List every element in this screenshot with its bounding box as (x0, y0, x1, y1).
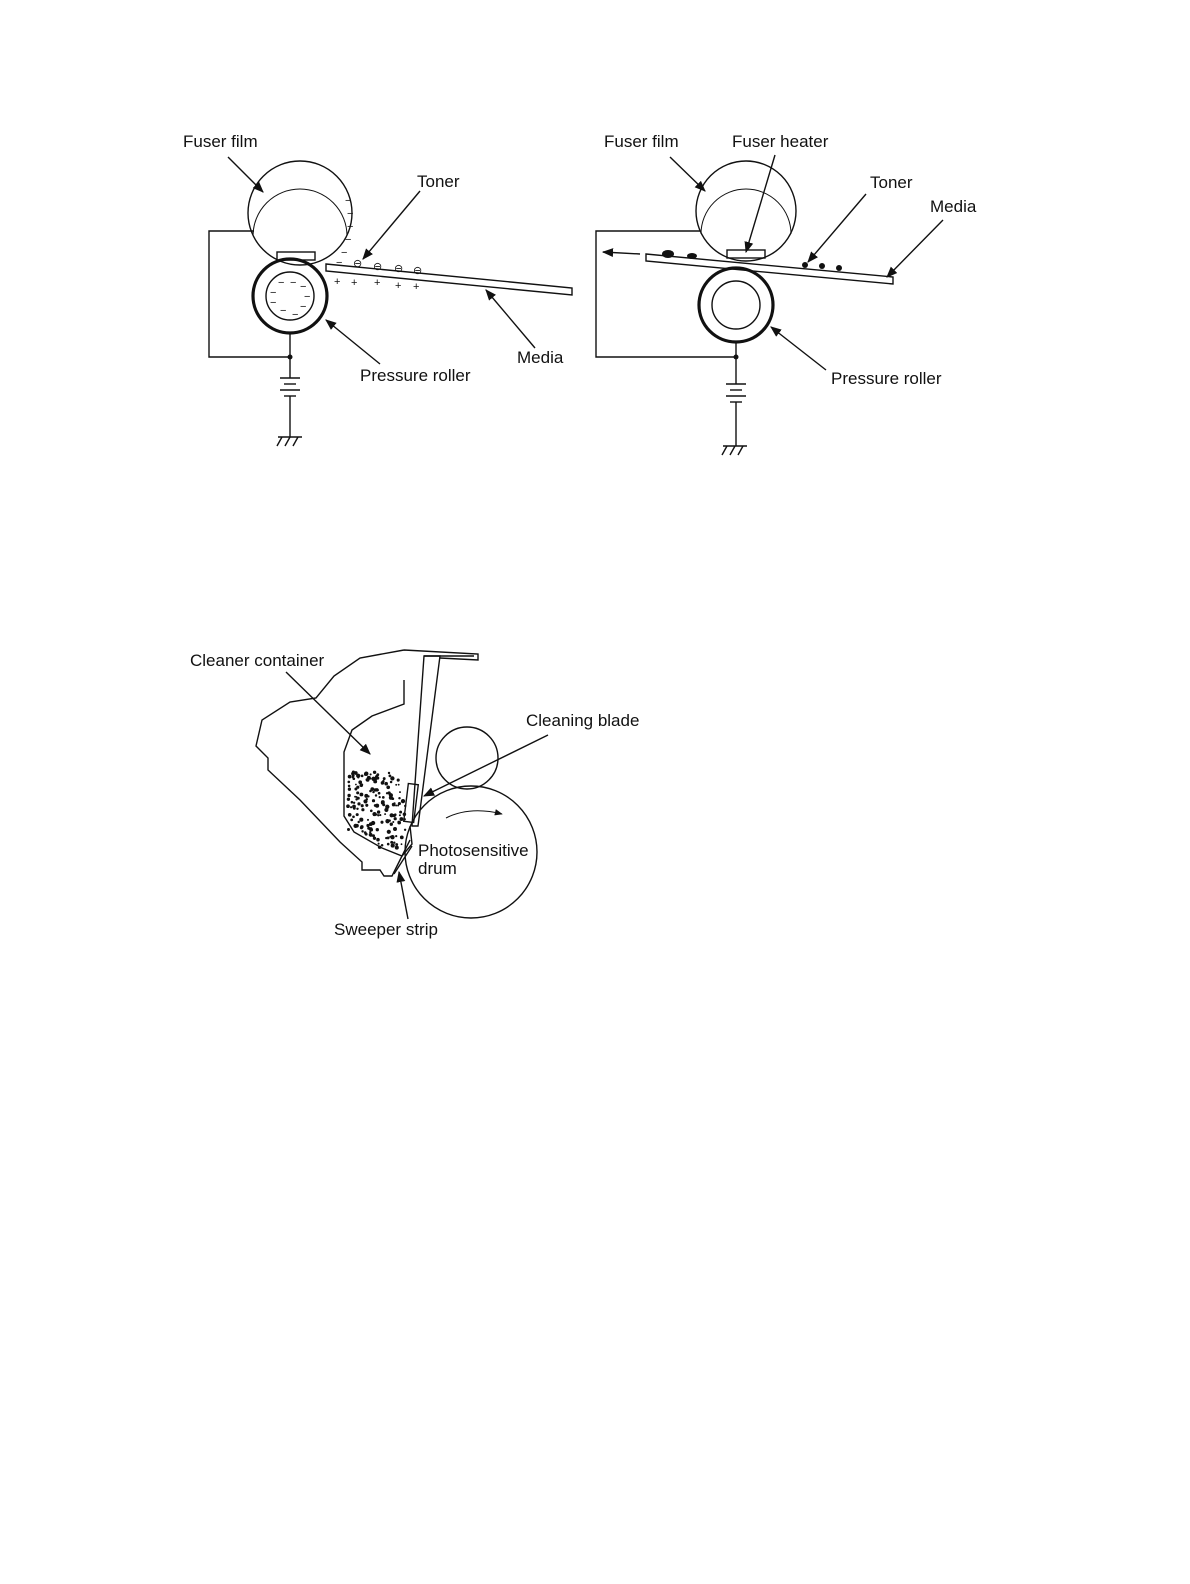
leader-media (486, 290, 535, 348)
toner-dot (378, 843, 380, 845)
toner-dot (397, 779, 400, 782)
fuser-diagram-charging (183, 132, 572, 446)
positive-charge-symbol: + (374, 277, 381, 289)
leader-toner (363, 191, 420, 259)
toner-dot (352, 815, 355, 818)
toner-dot (389, 836, 391, 838)
toner-dot (395, 843, 398, 846)
toner-dot (377, 814, 379, 816)
toner-dot (347, 781, 350, 784)
toner-dot (348, 785, 351, 788)
toner-dot (361, 830, 363, 832)
toner-dot (358, 780, 362, 784)
toner-dot (353, 802, 355, 804)
label-fuser-film: Fuser film (604, 132, 679, 151)
toner-dot (382, 796, 385, 799)
leader-fuser-heater (746, 155, 775, 252)
toner-dot (385, 805, 389, 809)
negative-charge-symbol: − (341, 247, 348, 259)
toner-dot (404, 805, 406, 807)
toner-dot (369, 778, 371, 780)
toner-dot (387, 791, 390, 794)
toner-dot (357, 776, 359, 778)
cleaner-diagram (190, 650, 639, 939)
toner-dot (376, 838, 380, 842)
toner-dot (401, 799, 405, 803)
label-fuser-film: Fuser film (183, 132, 258, 151)
toner-dot (356, 808, 358, 810)
toner-dot (370, 835, 372, 837)
media-sheet (646, 254, 893, 284)
toner-dot (401, 843, 403, 845)
toner-dot (379, 814, 381, 816)
sweeper-strip (394, 846, 412, 874)
positive-charge-symbol: + (395, 280, 402, 292)
toner-dot (361, 808, 364, 811)
toner-dot (399, 791, 401, 793)
leader-cleaning-blade (424, 735, 548, 796)
toner-dot (350, 806, 352, 808)
toner-dot (358, 821, 360, 823)
toner-dot (369, 831, 371, 833)
charge-roller (436, 727, 498, 789)
toner-dot (363, 799, 367, 803)
toner-dot (351, 801, 354, 804)
label-media: Media (517, 348, 564, 367)
toner-dot (381, 844, 384, 847)
toner-dot (367, 819, 369, 821)
toner-dot (352, 805, 356, 809)
toner-dot (346, 804, 350, 808)
toner-dot (390, 841, 393, 844)
leader-fuser-film (670, 157, 705, 191)
toner-dot (347, 828, 350, 831)
toner-dot (356, 791, 359, 794)
toner-dot (361, 775, 364, 778)
toner-dot (391, 844, 395, 848)
toner-dot (379, 796, 381, 798)
toner-dot (365, 773, 368, 776)
label-fuser-heater: Fuser heater (732, 132, 829, 151)
toner-dot (356, 786, 359, 789)
toner-dot (387, 843, 390, 846)
toner-dot (355, 796, 357, 798)
toner-dot (359, 818, 363, 822)
toner-dot (370, 773, 372, 775)
negative-charge-symbol: − (345, 195, 352, 207)
toner-dot (382, 780, 384, 782)
toner-dot (367, 827, 370, 830)
toner-dot (377, 810, 380, 813)
toner-dot (373, 813, 375, 815)
toner-dot (384, 782, 388, 786)
negative-charge-symbol: − (270, 287, 277, 299)
toner-dot (390, 823, 393, 826)
toner-dot (400, 836, 404, 840)
pressure-roller (253, 259, 327, 333)
toner-dot (398, 784, 400, 786)
toner-dot (348, 775, 352, 779)
toner-dot (356, 813, 359, 816)
negative-charge-symbol: − (292, 309, 299, 321)
toner-dot (364, 794, 368, 798)
film-charges (336, 195, 353, 269)
leader-pressure-roller (771, 327, 826, 370)
drum-rotation-arrow (446, 811, 502, 818)
toner-dot (390, 776, 394, 780)
waste-toner (346, 770, 406, 849)
toner-dot (377, 789, 379, 791)
toner-dot (354, 771, 358, 775)
negative-charge-symbol: − (300, 301, 307, 313)
toner-dot (359, 793, 363, 797)
toner-dot (353, 777, 356, 780)
toner-dot (370, 809, 373, 812)
label-toner: Toner (870, 173, 913, 192)
label-photosensitive-drum: Photosensitive (418, 841, 529, 860)
toner-dot (398, 797, 400, 799)
negative-charge-symbol: − (300, 281, 307, 293)
toner-dot (365, 804, 368, 807)
toner-dot (372, 791, 374, 793)
media-direction-arrow (603, 252, 640, 254)
toner-dot (376, 828, 379, 831)
toner-particle-symbol: ⊖ (373, 261, 383, 273)
toner-dot (387, 836, 390, 839)
toner-dot (389, 775, 392, 778)
toner-dot (369, 790, 372, 793)
toner-dot (375, 794, 377, 796)
toner-dot (364, 831, 367, 834)
leader-media (887, 220, 943, 277)
toner-dot (399, 814, 401, 816)
toner-particle-symbol: ⊖ (353, 258, 363, 270)
toner-dot (397, 821, 401, 825)
toner-particle-symbol: ⊖ (413, 265, 423, 277)
toner-dot (404, 829, 406, 831)
negative-charge-symbol: − (280, 305, 287, 317)
toner-dot (347, 798, 350, 801)
negative-charge-symbol: − (347, 208, 354, 220)
toner-dot (361, 804, 364, 807)
toner-dot (350, 819, 353, 822)
toner-dot (382, 803, 385, 806)
leader-fuser-film (228, 157, 263, 192)
toner-dot (392, 803, 396, 807)
toner-dot (361, 784, 363, 786)
toner-dot (386, 785, 390, 789)
negative-charge-symbol: − (270, 297, 277, 309)
toner-dot (347, 794, 350, 797)
toner-dot (366, 778, 370, 782)
toner-dot (355, 784, 357, 786)
bias-circuit (596, 231, 747, 455)
toner-dot (360, 825, 363, 828)
toner-dot (394, 817, 397, 820)
toner-dot (378, 845, 381, 848)
toner-dot (353, 824, 357, 828)
toner-dot (395, 835, 397, 837)
toner-dot (403, 818, 405, 820)
toner-dot (366, 824, 369, 827)
toner-dot (395, 846, 399, 850)
toner-dot (371, 821, 375, 825)
pressure-roller (699, 268, 773, 342)
toner-dot (380, 821, 383, 824)
negative-charge-symbol: − (347, 221, 354, 233)
leader-sweeper-strip (399, 872, 408, 919)
toner-dot (394, 813, 397, 816)
toner-dot (355, 798, 357, 800)
toner-dot (373, 837, 376, 840)
toner-dot (403, 812, 407, 816)
toner-dot (388, 819, 391, 822)
toner-dot (393, 842, 395, 844)
fuser-diagram-fusing (596, 132, 977, 455)
toner-dot (348, 813, 352, 817)
media-sheet (326, 264, 572, 295)
positive-charge-symbol: + (351, 277, 358, 289)
toner-dot (395, 805, 397, 807)
negative-charge-symbol: − (336, 257, 343, 269)
toner-dot (388, 772, 390, 774)
toner-dot (399, 811, 402, 814)
negative-charge-symbol: − (304, 291, 311, 303)
toner-dot (387, 830, 391, 834)
label-photosensitive-drum-line2: drum (418, 859, 457, 878)
toner-dot (376, 773, 379, 776)
negative-charge-symbol: − (345, 234, 352, 246)
toner-dot (357, 802, 360, 805)
toner-dot (376, 776, 379, 779)
toner-dot (395, 784, 397, 786)
toner-dot (378, 792, 381, 795)
label-pressure-roller: Pressure roller (360, 366, 471, 385)
toner-dot (373, 800, 375, 802)
toner-dot (383, 777, 386, 780)
toner-dot (373, 771, 376, 774)
fuser-film (696, 161, 796, 261)
toner-dot (392, 821, 394, 823)
toner-dot (393, 827, 397, 831)
toner-dot (390, 781, 393, 784)
negative-charge-symbol: − (290, 277, 297, 289)
label-cleaner-container: Cleaner container (190, 651, 325, 670)
toner-particle-symbol: ⊖ (394, 263, 404, 275)
toner-dot (397, 804, 399, 806)
leader-toner (808, 194, 866, 262)
negative-charge-symbol: − (278, 277, 285, 289)
label-sweeper-strip: Sweeper strip (334, 920, 438, 939)
positive-charge-symbol: + (334, 276, 341, 288)
label-pressure-roller: Pressure roller (831, 369, 942, 388)
toner-dot (384, 813, 386, 815)
toner-dot (374, 804, 377, 807)
toner-dot (399, 817, 403, 821)
label-cleaning-blade: Cleaning blade (526, 711, 640, 730)
positive-charge-symbol: + (413, 281, 420, 293)
leader-pressure-roller (326, 320, 380, 364)
toner-dot (348, 788, 351, 791)
label-media: Media (930, 197, 977, 216)
label-toner: Toner (417, 172, 460, 191)
fuser-film (248, 161, 352, 265)
